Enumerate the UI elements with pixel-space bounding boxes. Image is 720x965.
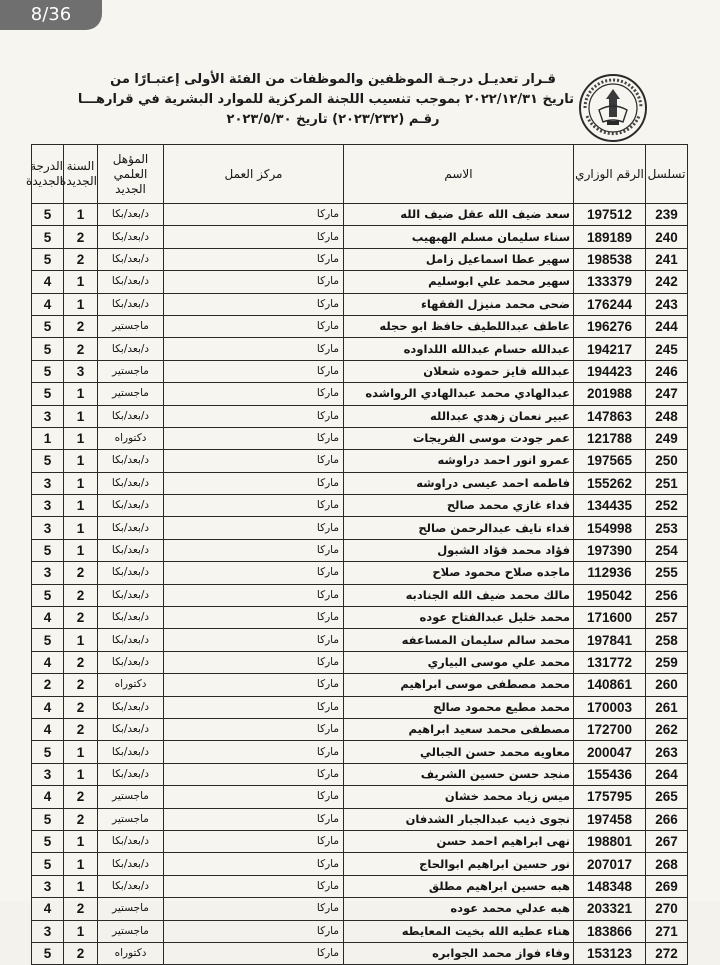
cell-new-year: 2 [64,562,98,584]
cell-name: ماجده صلاح محمود صلاح [344,562,574,584]
cell-new-year: 1 [64,405,98,427]
cell-new-grade: 4 [32,607,64,629]
header-work-center: مركز العمل [164,145,344,204]
table-row [32,405,688,427]
table-row [32,338,688,360]
cell-name: مالك محمد ضيف الله الجنادبه [344,584,574,606]
table-row [32,830,688,852]
table-row [32,808,688,830]
cell-work-center: ماركا [164,315,344,337]
cell-seq: 257 [646,607,688,629]
cell-ministry-number: 194217 [574,338,646,360]
cell-new-grade: 5 [32,741,64,763]
cell-new-year: 2 [64,808,98,830]
cell-ministry-number: 198538 [574,248,646,270]
cell-new-year: 1 [64,920,98,942]
cell-seq: 252 [646,495,688,517]
table-row [32,584,688,606]
cell-qualification: ماجستير [98,360,164,382]
cell-new-year: 2 [64,607,98,629]
cell-work-center: ماركا [164,853,344,875]
cell-work-center: ماركا [164,293,344,315]
cell-name: عبدالهادي محمد عبدالهادي الرواشده [344,383,574,405]
cell-work-center: ماركا [164,741,344,763]
cell-ministry-number: 133379 [574,271,646,293]
cell-new-grade: 3 [32,875,64,897]
cell-new-year: 1 [64,853,98,875]
cell-work-center: ماركا [164,427,344,449]
cell-new-grade: 5 [32,226,64,248]
cell-new-grade: 4 [32,696,64,718]
cell-work-center: ماركا [164,226,344,248]
table-row [32,674,688,696]
cell-qualification: د/بعد/بكا [98,718,164,740]
cell-name: سناء سليمان مسلم الهبهيب [344,226,574,248]
header-ministry-number: الرقم الوزاري [574,145,646,204]
cell-qualification: د/بعد/بكا [98,495,164,517]
cell-new-year: 2 [64,696,98,718]
cell-ministry-number: 153123 [574,942,646,964]
header-name: الاسم [344,145,574,204]
cell-new-year: 1 [64,450,98,472]
cell-new-year: 2 [64,338,98,360]
cell-name: هبه حسين ابراهيم مطلق [344,875,574,897]
cell-name: عبير نعمان زهدي عبدالله [344,405,574,427]
cell-ministry-number: 197390 [574,539,646,561]
cell-work-center: ماركا [164,786,344,808]
cell-new-year: 2 [64,584,98,606]
cell-work-center: ماركا [164,607,344,629]
cell-ministry-number: 197458 [574,808,646,830]
cell-work-center: ماركا [164,808,344,830]
table-row [32,383,688,405]
cell-seq: 255 [646,562,688,584]
cell-new-grade: 5 [32,853,64,875]
cell-qualification: ماجستير [98,315,164,337]
cell-qualification: د/بعد/بكا [98,517,164,539]
cell-ministry-number: 170003 [574,696,646,718]
cell-work-center: ماركا [164,830,344,852]
cell-qualification: د/بعد/بكا [98,204,164,226]
cell-ministry-number: 134435 [574,495,646,517]
cell-ministry-number: 147863 [574,405,646,427]
jordan-coat-of-arms-seal [577,72,649,144]
cell-qualification: د/بعد/بكا [98,450,164,472]
cell-new-grade: 5 [32,942,64,964]
cell-ministry-number: 155436 [574,763,646,785]
table-header-row [32,145,688,204]
cell-new-year: 1 [64,293,98,315]
cell-name: سهير محمد علي ابوسليم [344,271,574,293]
cell-name: سعد ضيف الله عقل ضيف الله [344,204,574,226]
cell-name: نور حسين ابراهيم ابوالحاج [344,853,574,875]
cell-work-center: ماركا [164,875,344,897]
table-body [32,204,688,965]
cell-new-grade: 3 [32,562,64,584]
cell-new-grade: 5 [32,808,64,830]
cell-seq: 272 [646,942,688,964]
cell-name: هناء عطيه الله بخيت المعايطه [344,920,574,942]
cell-seq: 264 [646,763,688,785]
cell-new-grade: 5 [32,338,64,360]
cell-seq: 262 [646,718,688,740]
cell-new-year: 2 [64,942,98,964]
cell-new-year: 1 [64,629,98,651]
cell-qualification: د/بعد/بكا [98,293,164,315]
cell-qualification: د/بعد/بكا [98,830,164,852]
table-row [32,741,688,763]
cell-ministry-number: 203321 [574,898,646,920]
cell-ministry-number: 200047 [574,741,646,763]
cell-ministry-number: 175795 [574,786,646,808]
cell-new-grade: 4 [32,271,64,293]
cell-qualification: دكتوراه [98,674,164,696]
cell-name: عمر جودت موسى الفريجات [344,427,574,449]
cell-name: محمد علي موسى البياري [344,651,574,673]
cell-ministry-number: 155262 [574,472,646,494]
cell-name: مصطفى محمد سعيد ابراهيم [344,718,574,740]
cell-qualification: دكتوراه [98,427,164,449]
table-row [32,539,688,561]
cell-ministry-number: 194423 [574,360,646,382]
cell-qualification: د/بعد/بكا [98,696,164,718]
cell-qualification: د/بعد/بكا [98,629,164,651]
cell-new-grade: 5 [32,360,64,382]
cell-ministry-number: 189189 [574,226,646,248]
cell-new-grade: 3 [32,495,64,517]
table-row [32,651,688,673]
cell-new-year: 2 [64,651,98,673]
cell-new-year: 1 [64,517,98,539]
cell-work-center: ماركا [164,584,344,606]
decision-header [77,70,574,130]
cell-seq: 268 [646,853,688,875]
cell-seq: 246 [646,360,688,382]
cell-ministry-number: 196276 [574,315,646,337]
cell-new-grade: 5 [32,584,64,606]
cell-ministry-number: 121788 [574,427,646,449]
cell-seq: 248 [646,405,688,427]
cell-qualification: د/بعد/بكا [98,584,164,606]
cell-seq: 265 [646,786,688,808]
cell-seq: 254 [646,539,688,561]
cell-qualification: د/بعد/بكا [98,607,164,629]
cell-work-center: ماركا [164,360,344,382]
cell-new-grade: 1 [32,427,64,449]
cell-name: سهير عطا اسماعيل زامل [344,248,574,270]
cell-seq: 242 [646,271,688,293]
table-row [32,718,688,740]
cell-work-center: ماركا [164,651,344,673]
cell-qualification: د/بعد/بكا [98,875,164,897]
cell-qualification: د/بعد/بكا [98,405,164,427]
cell-name: محمد سالم سليمان المساعفه [344,629,574,651]
cell-ministry-number: 195042 [574,584,646,606]
cell-ministry-number: 197841 [574,629,646,651]
cell-name: فداء غازي محمد صالح [344,495,574,517]
cell-ministry-number: 176244 [574,293,646,315]
cell-ministry-number: 172700 [574,718,646,740]
cell-qualification: د/بعد/بكا [98,338,164,360]
cell-name: هبه عدلي محمد عوده [344,898,574,920]
table-row [32,293,688,315]
table-row [32,495,688,517]
cell-new-year: 1 [64,427,98,449]
cell-new-year: 2 [64,226,98,248]
cell-qualification: د/بعد/بكا [98,853,164,875]
cell-work-center: ماركا [164,562,344,584]
cell-name: عبدالله فايز حموده شعلان [344,360,574,382]
cell-new-grade: 3 [32,763,64,785]
cell-seq: 259 [646,651,688,673]
cell-new-grade: 4 [32,651,64,673]
cell-work-center: ماركا [164,338,344,360]
cell-work-center: ماركا [164,920,344,942]
cell-name: وفاء فواز محمد الجوابره [344,942,574,964]
cell-work-center: ماركا [164,405,344,427]
table-row [32,786,688,808]
cell-seq: 253 [646,517,688,539]
cell-new-grade: 2 [32,674,64,696]
cell-seq: 240 [646,226,688,248]
cell-new-year: 1 [64,875,98,897]
cell-name: فاطمه احمد عيسى دراوشه [344,472,574,494]
cell-seq: 250 [646,450,688,472]
cell-name: نهى ابراهيم احمد حسن [344,830,574,852]
cell-new-year: 1 [64,741,98,763]
cell-work-center: ماركا [164,472,344,494]
cell-work-center: ماركا [164,495,344,517]
table-row [32,696,688,718]
cell-work-center: ماركا [164,696,344,718]
cell-new-year: 1 [64,763,98,785]
header-qualification: المؤهل العلمي الجديد [98,145,164,204]
cell-new-grade: 5 [32,204,64,226]
table-row [32,607,688,629]
cell-seq: 263 [646,741,688,763]
cell-new-grade: 5 [32,315,64,337]
cell-qualification: د/بعد/بكا [98,763,164,785]
cell-work-center: ماركا [164,539,344,561]
cell-new-grade: 3 [32,920,64,942]
cell-name: محمد مطيع محمود صالح [344,696,574,718]
cell-work-center: ماركا [164,248,344,270]
table-row [32,629,688,651]
cell-seq: 267 [646,830,688,852]
cell-work-center: ماركا [164,271,344,293]
cell-ministry-number: 197565 [574,450,646,472]
table-row [32,875,688,897]
cell-seq: 266 [646,808,688,830]
table-row [32,517,688,539]
cell-qualification: ماجستير [98,920,164,942]
cell-work-center: ماركا [164,383,344,405]
table-row [32,472,688,494]
cell-seq: 243 [646,293,688,315]
employees-table-wrapper [26,144,687,965]
cell-new-grade: 5 [32,450,64,472]
cell-ministry-number: 140861 [574,674,646,696]
cell-seq: 247 [646,383,688,405]
table-row [32,562,688,584]
cell-name: نجوى ذيب عبدالجبار الشدفان [344,808,574,830]
cell-new-year: 2 [64,718,98,740]
cell-new-year: 2 [64,898,98,920]
cell-new-year: 2 [64,786,98,808]
cell-new-year: 1 [64,495,98,517]
cell-ministry-number: 171600 [574,607,646,629]
cell-ministry-number: 197512 [574,204,646,226]
cell-qualification: ماجستير [98,383,164,405]
cell-seq: 245 [646,338,688,360]
cell-seq: 261 [646,696,688,718]
header-line-3: رقـم (٢٠٢٣/٢٣٢) تاريخ ٢٠٢٣/٥/٣٠ [226,112,440,127]
cell-ministry-number: 198801 [574,830,646,852]
table-row [32,853,688,875]
cell-name: فداء نايف عبدالرحمن صالح [344,517,574,539]
cell-new-grade: 5 [32,248,64,270]
cell-qualification: ماجستير [98,898,164,920]
cell-seq: 271 [646,920,688,942]
cell-new-year: 2 [64,248,98,270]
table-row [32,360,688,382]
table-row [32,248,688,270]
cell-work-center: ماركا [164,942,344,964]
cell-qualification: د/بعد/بكا [98,472,164,494]
table-row [32,920,688,942]
cell-ministry-number: 154998 [574,517,646,539]
table-row [32,763,688,785]
cell-name: عاطف عبداللطيف حافظ ابو حجله [344,315,574,337]
cell-name: منجد حسن حسين الشريف [344,763,574,785]
table-row [32,204,688,226]
cell-qualification: دكتوراه [98,942,164,964]
cell-qualification: د/بعد/بكا [98,651,164,673]
cell-new-grade: 5 [32,539,64,561]
cell-name: عمرو انور احمد دراوشه [344,450,574,472]
cell-work-center: ماركا [164,450,344,472]
cell-new-grade: 5 [32,629,64,651]
cell-qualification: د/بعد/بكا [98,226,164,248]
table-row [32,942,688,964]
cell-new-year: 2 [64,315,98,337]
cell-qualification: د/بعد/بكا [98,741,164,763]
header-seq: تسلسل [646,145,688,204]
cell-name: محمد مصطفى موسى ابراهيم [344,674,574,696]
cell-work-center: ماركا [164,718,344,740]
cell-name: عبدالله حسام عبدالله اللداوده [344,338,574,360]
cell-new-grade: 3 [32,405,64,427]
cell-seq: 239 [646,204,688,226]
cell-seq: 241 [646,248,688,270]
cell-ministry-number: 112936 [574,562,646,584]
cell-ministry-number: 131772 [574,651,646,673]
cell-new-year: 3 [64,360,98,382]
header-line-2: تاريخ ٢٠٢٢/١٢/٣١ بموجب تنسيب اللجنة المركزية للموارد البشرية في قرارهـــا [77,92,574,107]
cell-seq: 256 [646,584,688,606]
cell-new-grade: 4 [32,786,64,808]
cell-qualification: د/بعد/بكا [98,539,164,561]
cell-ministry-number: 201988 [574,383,646,405]
cell-work-center: ماركا [164,204,344,226]
table-row [32,898,688,920]
employees-table [26,144,688,965]
cell-new-year: 1 [64,271,98,293]
cell-ministry-number: 207017 [574,853,646,875]
cell-seq: 270 [646,898,688,920]
cell-seq: 269 [646,875,688,897]
cell-qualification: د/بعد/بكا [98,248,164,270]
header-line-1: قـرار تعديـل درجـة الموظفين والموظفات من الفئة الأولى إعتبـارًا من [110,72,556,87]
cell-qualification: ماجستير [98,808,164,830]
cell-new-year: 1 [64,539,98,561]
cell-new-grade: 4 [32,898,64,920]
cell-seq: 251 [646,472,688,494]
cell-work-center: ماركا [164,898,344,920]
cell-work-center: ماركا [164,629,344,651]
cell-seq: 258 [646,629,688,651]
cell-new-year: 1 [64,204,98,226]
cell-ministry-number: 148348 [574,875,646,897]
header-new-year: السنة الجديدة [64,145,98,204]
cell-qualification: د/بعد/بكا [98,562,164,584]
cell-name: فؤاد محمد فؤاد الشبول [344,539,574,561]
cell-new-grade: 4 [32,293,64,315]
cell-seq: 249 [646,427,688,449]
page-counter: 8/36 [0,0,102,30]
cell-name: معاويه محمد حسن الجبالي [344,741,574,763]
table-row [32,271,688,293]
table-row [32,226,688,248]
cell-qualification: ماجستير [98,786,164,808]
cell-work-center: ماركا [164,674,344,696]
cell-new-grade: 3 [32,517,64,539]
cell-name: ميس زياد محمد خشان [344,786,574,808]
cell-name: محمد خليل عبدالفتاح عوده [344,607,574,629]
cell-new-year: 1 [64,472,98,494]
cell-new-year: 2 [64,674,98,696]
cell-seq: 260 [646,674,688,696]
cell-new-year: 1 [64,383,98,405]
cell-qualification: د/بعد/بكا [98,271,164,293]
table-row [32,450,688,472]
cell-new-grade: 5 [32,383,64,405]
cell-seq: 244 [646,315,688,337]
cell-work-center: ماركا [164,517,344,539]
cell-new-grade: 4 [32,718,64,740]
cell-new-year: 1 [64,830,98,852]
cell-new-grade: 5 [32,830,64,852]
cell-work-center: ماركا [164,763,344,785]
cell-new-grade: 3 [32,472,64,494]
table-row [32,315,688,337]
cell-ministry-number: 183866 [574,920,646,942]
table-row [32,427,688,449]
cell-name: ضحى محمد منيزل الفقهاء [344,293,574,315]
header-new-grade: الدرجة الجديدة [32,145,64,204]
